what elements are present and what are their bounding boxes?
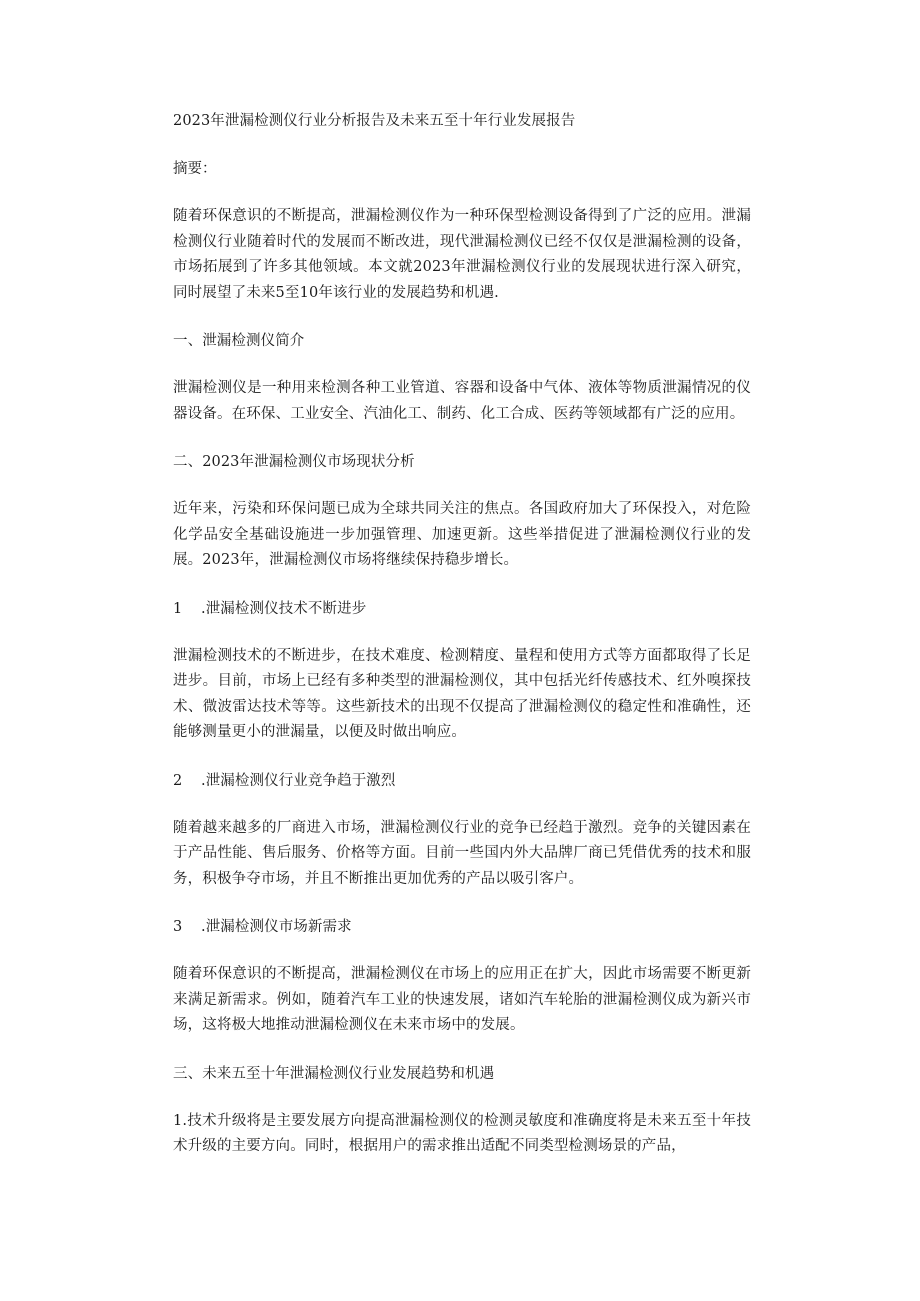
document-title: 2023年泄漏检测仪行业分析报告及未来五至十年行业发展报告 xyxy=(173,113,576,129)
subsection-3-title: .泄漏检测仪市场新需求 xyxy=(201,919,352,935)
abstract-label: 摘要： xyxy=(173,161,217,177)
section-2-paragraph: 近年来，污染和环保问题已成为全球共同关注的焦点。各国政府加大了环保投入，对危险化学品安全基础设施进一步加强管理、加速更新。这些举措促进了泄漏检测仪行业的发展。2023年，泄漏检测仪市场将继续保持稳步增长。 xyxy=(173,501,751,568)
abstract-paragraph: 随着环保意识的不断提高，泄漏检测仪作为一种环保型检测设备得到了广泛的应用。泄漏检测仪行业随着时代的发展而不断改进，现代泄漏检测仪已经不仅仅是泄漏检测的设备，市场拓展到了许多其他领域。本文就2023年泄漏检测仪行业的发展现状进行深入研究，同时展望了未来5至10年该行业的发展趋势和机遇. xyxy=(173,208,751,301)
subsection-3-paragraph: 随着环保意识的不断提高，泄漏检测仪在市场上的应用正在扩大，因此市场需要不断更新来满足新需求。例如，随着汽车工业的快速发展，诸如汽车轮胎的泄漏检测仪成为新兴市场，这将极大地推动泄漏检测仪在未来市场中的发展。 xyxy=(173,966,751,1033)
section-1-paragraph: 泄漏检测仪是一种用来检测各种工业管道、容器和设备中气体、液体等物质泄漏情况的仪器设备。在环保、工业安全、汽油化工、制药、化工合成、医药等领域都有广泛的应用。 xyxy=(173,380,751,422)
subsection-3-number: 3 xyxy=(173,919,183,935)
subsection-2-number: 2 xyxy=(173,772,183,789)
subsection-1-paragraph: 泄漏检测技术的不断进步，在技术难度、检测精度、量程和使用方式等方面都取得了长足进步。目前，市场上已经有多种类型的泄漏检测仪，其中包括光纤传感技术、红外嗅探技术、微波雷达技术等等。这些新技术的出现不仅提高了泄漏检测仪的稳定性和准确性，还能够测量更小的泄漏量，以便及时做出响应。 xyxy=(173,647,751,740)
subsection-2-paragraph: 随着越来越多的厂商进入市场，泄漏检测仪行业的竞争已经趋于激烈。竞争的关键因素在于产品性能、售后服务、价格等方面。目前一些国内外大品牌厂商已凭借优秀的技术和服务，积极争夺市场，并且不断推出更加优秀的产品以吸引客户。 xyxy=(173,819,751,887)
section-3-heading: 三、未来五至十年泄漏检测仪行业发展趋势和机遇 xyxy=(173,1065,495,1082)
subsection-1-number: 1 xyxy=(173,600,183,617)
section-2-heading: 二、2023年泄漏检测仪市场现状分析 xyxy=(173,454,415,470)
subsection-2-heading xyxy=(173,768,751,794)
section-3-paragraph: 1.技术升级将是主要发展方向提高泄漏检测仪的检测灵敏度和准确度将是未来五至十年技术升级的主要方向。同时，根据用户的需求推出适配不同类型检测场景的产品， xyxy=(173,1112,751,1154)
document-content xyxy=(173,108,751,1182)
subsection-1-title: .泄漏检测仪技术不断进步 xyxy=(201,600,367,617)
section-1-heading: 一、泄漏检测仪简介 xyxy=(173,333,305,349)
subsection-2-title: .泄漏检测仪行业竞争趋于激烈 xyxy=(201,772,396,789)
subsection-1-heading xyxy=(173,596,751,622)
subsection-3-heading xyxy=(173,914,751,940)
